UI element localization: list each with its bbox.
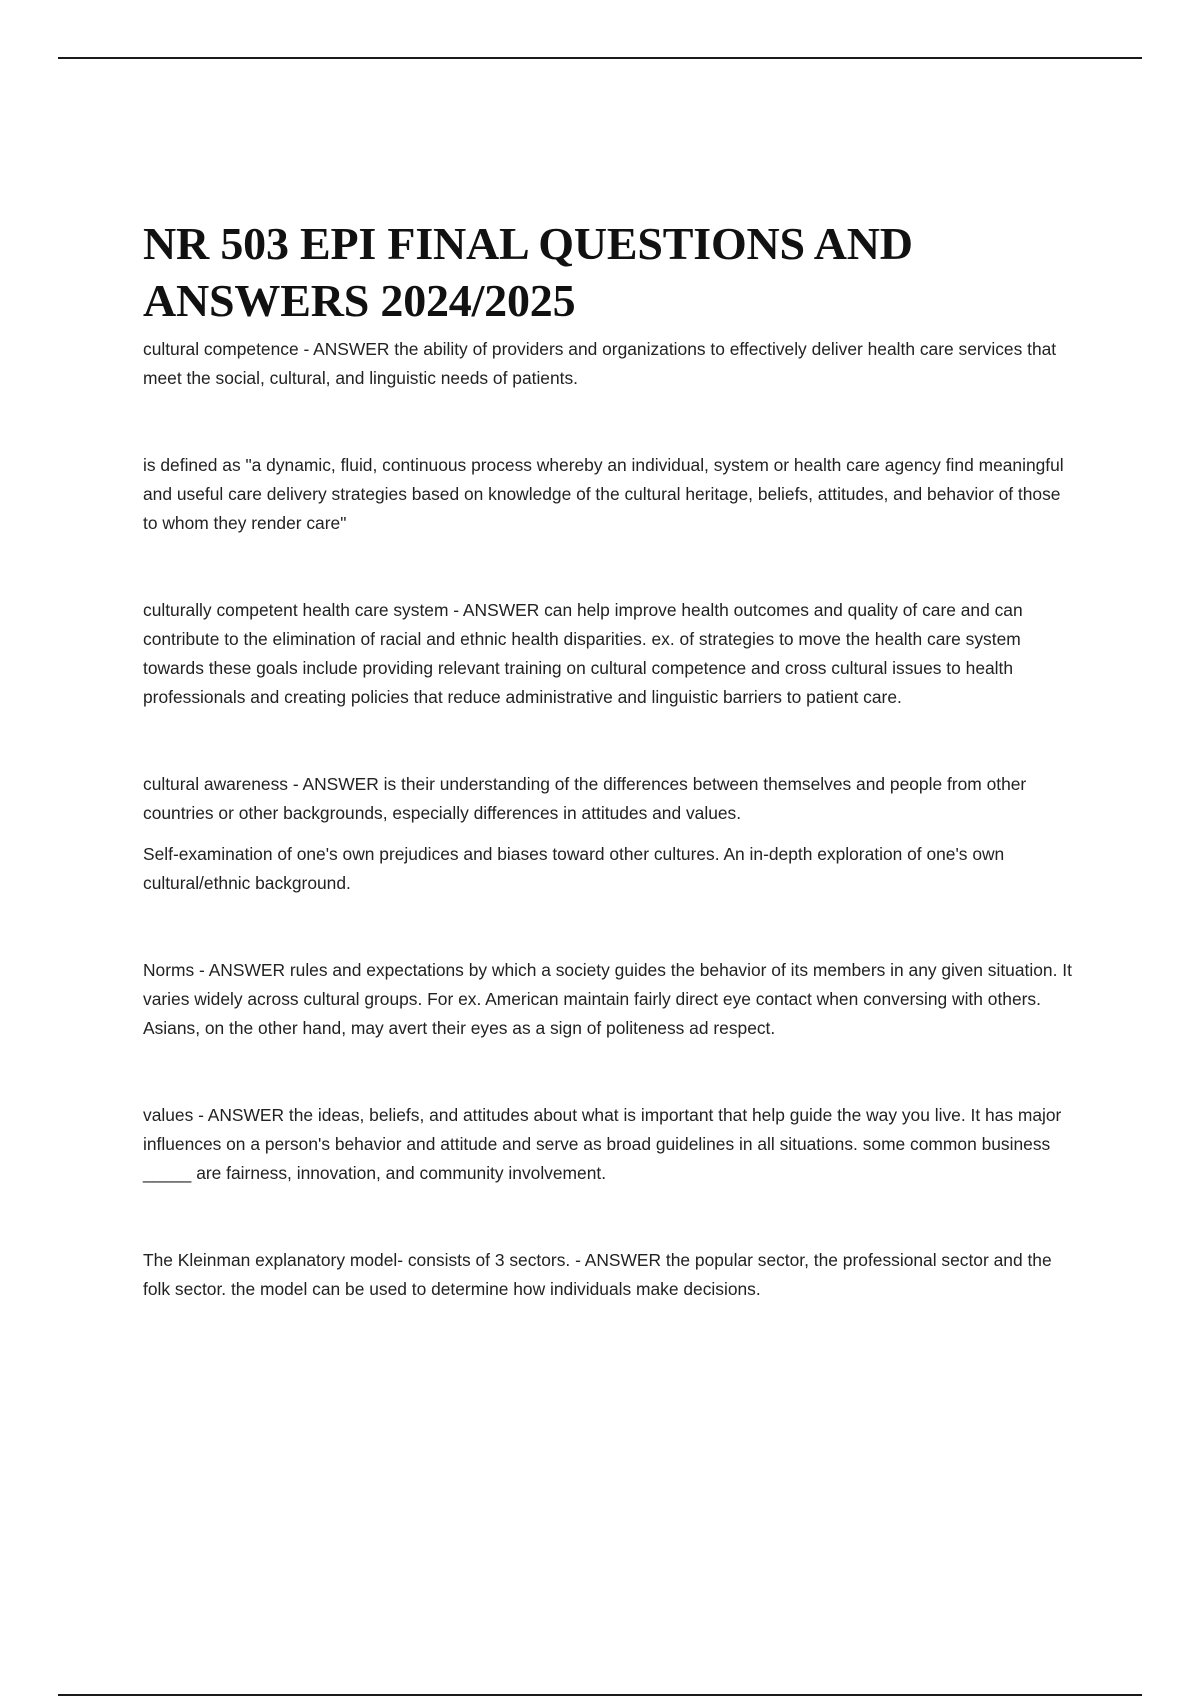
entry-culturally-competent-system: culturally competent health care system - ANSWER can help improve health outcomes and quality of care and can contribute to the elimination of racial and ethnic health disparities. ex. of strategies to move the health care system towards these goals include providing relevant training on cultural competence and cross cultural issues to health professionals and creating policies that reduce administrative and linguistic barriers to patient care. [143, 600, 1023, 707]
entry-definition: is defined as "a dynamic, fluid, continuous process whereby an individual, system or health care agency find meaningful and useful care delivery strategies based on knowledge of the cultural heritage, beliefs, attitudes, and behavior of those to whom they render care" [143, 455, 1064, 533]
entry-cultural-awareness: cultural awareness - ANSWER is their understanding of the differences between themselves and people from other countries or other backgrounds, especially differences in attitudes and values. [143, 774, 1027, 823]
entry-self-examination: Self-examination of one's own prejudices and biases toward other cultures. An in-depth exploration of one's own cultural/ethnic background. [143, 844, 1005, 893]
entry-values: values - ANSWER the ideas, beliefs, and attitudes about what is important that help guide the way you live. It has major influences on a person's behavior and attitude and serve as broad guidelines in all situations. some common business _____ are fairness, innovation, and community involvement. [143, 1105, 1062, 1183]
bottom-rule [58, 1694, 1142, 1696]
document-body [143, 215, 1073, 1304]
entry-kleinman-model: The Kleinman explanatory model- consists of 3 sectors. - ANSWER the popular sector, the professional sector and the folk sector. the model can be used to determine how individuals make decisions. [143, 1250, 1052, 1299]
page-title: NR 503 EPI FINAL QUESTIONS AND ANSWERS 2024/2025 [143, 218, 913, 326]
top-rule [58, 57, 1142, 59]
entry-norms: Norms - ANSWER rules and expectations by which a society guides the behavior of its members in any given situation. It varies widely across cultural groups. For ex. American maintain fairly direct eye contact when conversing with others. Asians, on the other hand, may avert their eyes as a sign of politeness ad respect. [143, 960, 1072, 1038]
entry-cultural-competence: cultural competence - ANSWER the ability of providers and organizations to effectively deliver health care services that meet the social, cultural, and linguistic needs of patients. [143, 339, 1057, 388]
